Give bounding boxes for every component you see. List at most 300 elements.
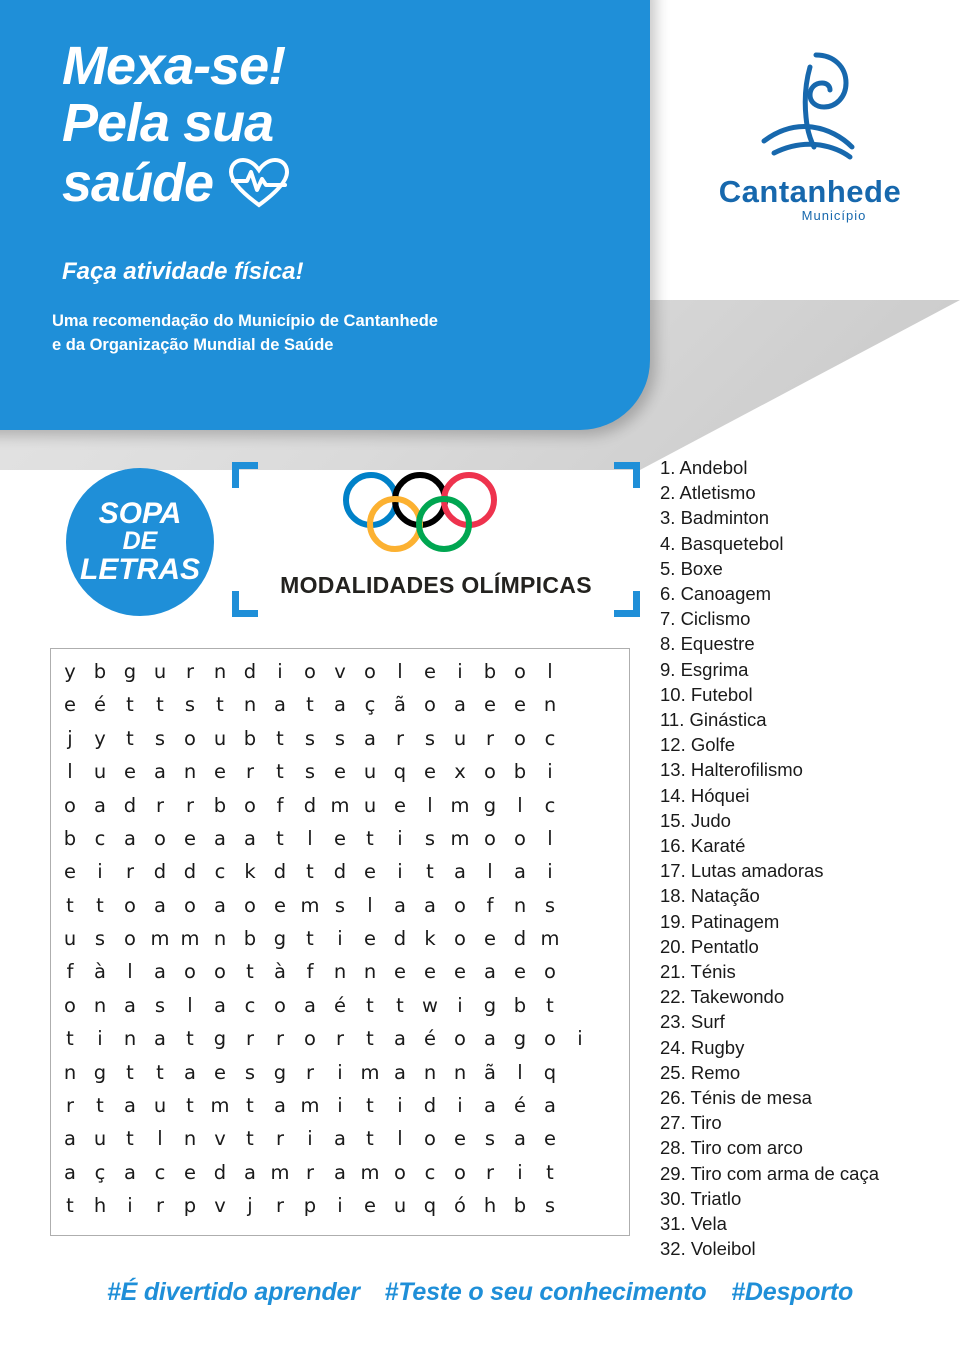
grid-cell[interactable]: a <box>424 893 436 917</box>
grid-cell[interactable]: o <box>124 927 136 951</box>
grid-cell[interactable]: m <box>540 927 560 951</box>
grid-cell[interactable]: o <box>64 793 76 817</box>
grid-cell[interactable]: t <box>366 1094 374 1118</box>
grid-cell[interactable]: e <box>454 1127 466 1151</box>
grid-cell[interactable]: n <box>63 1060 77 1084</box>
grid-cell[interactable]: a <box>214 893 226 917</box>
grid-cell[interactable]: r <box>275 1127 285 1151</box>
grid-cell[interactable]: n <box>213 927 227 951</box>
grid-cell[interactable]: q <box>423 1194 437 1218</box>
grid-cell[interactable]: a <box>154 1027 166 1051</box>
grid-cell[interactable]: n <box>423 1060 437 1084</box>
grid-cell[interactable] <box>565 855 595 888</box>
grid-cell[interactable]: a <box>124 826 136 850</box>
grid-cell[interactable]: a <box>124 993 136 1017</box>
grid-cell[interactable]: t <box>366 1027 374 1051</box>
grid-cell[interactable] <box>565 1056 595 1089</box>
grid-cell[interactable]: a <box>484 960 496 984</box>
grid-cell[interactable]: c <box>544 726 556 750</box>
grid-cell[interactable]: t <box>96 893 104 917</box>
grid-cell[interactable]: o <box>424 693 436 717</box>
grid-cell[interactable]: e <box>424 960 436 984</box>
grid-cell[interactable]: ã <box>484 1060 496 1084</box>
grid-cell[interactable]: o <box>244 893 256 917</box>
grid-cell[interactable]: t <box>396 993 404 1017</box>
grid-cells[interactable] <box>55 655 625 1229</box>
grid-cell[interactable]: m <box>210 1094 230 1118</box>
grid-cell[interactable]: t <box>126 1127 134 1151</box>
grid-cell[interactable]: p <box>303 1194 317 1218</box>
grid-cell[interactable]: u <box>363 793 377 817</box>
grid-cell[interactable]: ç <box>94 1160 106 1184</box>
grid-cell[interactable]: k <box>424 927 436 951</box>
grid-cell[interactable]: é <box>514 1094 526 1118</box>
grid-cell[interactable] <box>595 1056 625 1089</box>
grid-cell[interactable]: j <box>67 726 73 750</box>
grid-cell[interactable]: a <box>454 860 466 884</box>
grid-cell[interactable] <box>595 1156 625 1189</box>
grid-cell[interactable]: c <box>94 826 106 850</box>
grid-cell[interactable]: h <box>93 1194 107 1218</box>
grid-cell[interactable]: g <box>483 993 497 1017</box>
grid-cell[interactable]: n <box>183 760 197 784</box>
grid-cell[interactable]: q <box>543 1060 557 1084</box>
grid-cell[interactable]: i <box>337 1194 343 1218</box>
grid-cell[interactable]: n <box>93 993 107 1017</box>
grid-cell[interactable]: r <box>485 1160 495 1184</box>
grid-cell[interactable]: n <box>333 960 347 984</box>
grid-cell[interactable]: i <box>457 993 463 1017</box>
grid-cell[interactable] <box>565 755 595 788</box>
grid-cell[interactable]: t <box>306 693 314 717</box>
grid-cell[interactable]: l <box>427 793 433 817</box>
grid-cell[interactable]: e <box>514 960 526 984</box>
grid-cell[interactable]: s <box>304 760 316 784</box>
grid-cell[interactable]: o <box>154 826 166 850</box>
grid-cell[interactable]: b <box>483 659 497 683</box>
grid-cell[interactable]: e <box>394 960 406 984</box>
word-search-grid[interactable] <box>50 648 630 1236</box>
grid-cell[interactable]: s <box>424 726 436 750</box>
grid-cell[interactable]: o <box>454 1027 466 1051</box>
grid-cell[interactable]: m <box>150 927 170 951</box>
grid-cell[interactable]: l <box>367 893 373 917</box>
grid-cell[interactable]: ã <box>394 693 406 717</box>
grid-cell[interactable]: n <box>543 693 557 717</box>
grid-cell[interactable]: e <box>184 826 196 850</box>
grid-cell[interactable]: m <box>270 1160 290 1184</box>
grid-cell[interactable]: a <box>394 1027 406 1051</box>
grid-cell[interactable]: i <box>397 826 403 850</box>
grid-cell[interactable]: l <box>517 793 523 817</box>
grid-cell[interactable]: e <box>214 1060 226 1084</box>
grid-cell[interactable]: é <box>334 993 346 1017</box>
grid-cell[interactable]: s <box>154 993 166 1017</box>
grid-cell[interactable]: c <box>544 793 556 817</box>
grid-cell[interactable]: l <box>187 993 193 1017</box>
grid-cell[interactable]: l <box>157 1127 163 1151</box>
grid-cell[interactable]: t <box>366 826 374 850</box>
grid-cell[interactable] <box>595 855 625 888</box>
grid-cell[interactable]: e <box>424 659 436 683</box>
grid-cell[interactable]: o <box>124 893 136 917</box>
grid-cell[interactable]: n <box>213 659 227 683</box>
grid-cell[interactable]: o <box>394 1160 406 1184</box>
grid-cell[interactable]: e <box>544 1127 556 1151</box>
grid-cell[interactable]: g <box>513 1027 527 1051</box>
grid-cell[interactable]: i <box>397 1094 403 1118</box>
grid-cell[interactable]: h <box>483 1194 497 1218</box>
grid-cell[interactable] <box>595 889 625 922</box>
grid-cell[interactable]: b <box>513 760 527 784</box>
grid-cell[interactable]: d <box>273 860 287 884</box>
grid-cell[interactable]: m <box>300 893 320 917</box>
grid-cell[interactable]: n <box>183 1127 197 1151</box>
grid-cell[interactable]: o <box>274 993 286 1017</box>
grid-cell[interactable]: e <box>424 760 436 784</box>
grid-cell[interactable]: x <box>454 760 466 784</box>
grid-cell[interactable]: t <box>306 860 314 884</box>
grid-cell[interactable]: o <box>514 659 526 683</box>
grid-cell[interactable]: o <box>304 659 316 683</box>
grid-cell[interactable]: m <box>360 1160 380 1184</box>
grid-cell[interactable]: t <box>186 1094 194 1118</box>
grid-cell[interactable]: a <box>394 1060 406 1084</box>
grid-cell[interactable]: m <box>300 1094 320 1118</box>
grid-cell[interactable]: r <box>305 1160 315 1184</box>
grid-cell[interactable]: l <box>547 659 553 683</box>
grid-cell[interactable]: t <box>96 1094 104 1118</box>
grid-cell[interactable]: g <box>123 659 137 683</box>
grid-cell[interactable]: m <box>450 793 470 817</box>
grid-cell[interactable]: k <box>244 860 256 884</box>
grid-cell[interactable]: r <box>395 726 405 750</box>
grid-cell[interactable]: d <box>513 927 527 951</box>
grid-cell[interactable]: d <box>153 860 167 884</box>
grid-cell[interactable]: o <box>544 1027 556 1051</box>
grid-cell[interactable]: l <box>487 860 493 884</box>
grid-cell[interactable]: t <box>246 1127 254 1151</box>
grid-cell[interactable]: d <box>333 860 347 884</box>
grid-cell[interactable]: e <box>334 760 346 784</box>
grid-cell[interactable]: e <box>184 1160 196 1184</box>
grid-cell[interactable]: b <box>243 927 257 951</box>
grid-cell[interactable]: i <box>547 860 553 884</box>
grid-cell[interactable]: a <box>394 893 406 917</box>
grid-cell[interactable]: r <box>335 1027 345 1051</box>
grid-cell[interactable]: i <box>337 927 343 951</box>
grid-cell[interactable]: t <box>276 826 284 850</box>
grid-cell[interactable]: r <box>65 1094 75 1118</box>
grid-cell[interactable]: t <box>276 726 284 750</box>
grid-cell[interactable]: o <box>184 726 196 750</box>
grid-cell[interactable]: t <box>156 1060 164 1084</box>
grid-cell[interactable]: m <box>360 1060 380 1084</box>
grid-cell[interactable] <box>595 922 625 955</box>
grid-cell[interactable]: m <box>180 927 200 951</box>
grid-cell[interactable]: s <box>184 693 196 717</box>
grid-cell[interactable]: u <box>153 659 167 683</box>
grid-cell[interactable]: d <box>213 1160 227 1184</box>
grid-cell[interactable]: à <box>274 960 286 984</box>
grid-cell[interactable]: s <box>154 726 166 750</box>
grid-cell[interactable]: j <box>247 1194 253 1218</box>
grid-cell[interactable]: o <box>454 1160 466 1184</box>
grid-cell[interactable] <box>565 655 595 688</box>
grid-cell[interactable] <box>565 889 595 922</box>
grid-cell[interactable]: a <box>94 793 106 817</box>
grid-cell[interactable]: r <box>275 1027 285 1051</box>
grid-cell[interactable]: i <box>457 1094 463 1118</box>
grid-cell[interactable]: o <box>214 960 226 984</box>
grid-cell[interactable]: o <box>454 893 466 917</box>
grid-cell[interactable]: i <box>337 1060 343 1084</box>
grid-cell[interactable]: e <box>484 693 496 717</box>
grid-cell[interactable]: a <box>184 1060 196 1084</box>
grid-cell[interactable]: u <box>393 1194 407 1218</box>
grid-cell[interactable]: b <box>93 659 107 683</box>
grid-cell[interactable] <box>565 989 595 1022</box>
grid-cell[interactable]: t <box>276 760 284 784</box>
grid-cell[interactable] <box>565 822 595 855</box>
grid-cell[interactable]: o <box>424 1127 436 1151</box>
grid-cell[interactable] <box>595 789 625 822</box>
grid-cell[interactable]: d <box>393 927 407 951</box>
grid-cell[interactable]: r <box>305 1060 315 1084</box>
grid-cell[interactable]: i <box>337 1094 343 1118</box>
grid-cell[interactable]: l <box>307 826 313 850</box>
grid-cell[interactable]: a <box>334 1127 346 1151</box>
grid-cell[interactable] <box>565 722 595 755</box>
grid-cell[interactable]: e <box>484 927 496 951</box>
grid-cell[interactable]: t <box>66 1027 74 1051</box>
grid-cell[interactable]: n <box>453 1060 467 1084</box>
grid-cell[interactable]: o <box>484 826 496 850</box>
grid-cell[interactable]: e <box>364 927 376 951</box>
grid-cell[interactable]: a <box>64 1127 76 1151</box>
grid-cell[interactable]: r <box>125 860 135 884</box>
grid-cell[interactable]: u <box>213 726 227 750</box>
grid-cell[interactable]: o <box>514 726 526 750</box>
grid-cell[interactable]: e <box>274 893 286 917</box>
grid-cell[interactable]: o <box>184 960 196 984</box>
grid-cell[interactable]: i <box>397 860 403 884</box>
grid-cell[interactable]: f <box>66 960 74 984</box>
grid-cell[interactable] <box>595 655 625 688</box>
grid-cell[interactable]: r <box>155 793 165 817</box>
grid-cell[interactable]: e <box>214 760 226 784</box>
grid-cell[interactable]: s <box>544 1194 556 1218</box>
grid-cell[interactable] <box>595 1189 625 1222</box>
grid-cell[interactable]: r <box>155 1194 165 1218</box>
grid-cell[interactable]: é <box>424 1027 436 1051</box>
grid-cell[interactable]: e <box>394 793 406 817</box>
grid-cell[interactable]: d <box>243 659 257 683</box>
grid-cell[interactable]: t <box>186 1027 194 1051</box>
grid-cell[interactable]: l <box>517 1060 523 1084</box>
grid-cell[interactable]: p <box>183 1194 197 1218</box>
grid-cell[interactable] <box>595 822 625 855</box>
grid-cell[interactable]: a <box>334 693 346 717</box>
grid-cell[interactable]: a <box>274 693 286 717</box>
grid-cell[interactable]: a <box>304 993 316 1017</box>
grid-cell[interactable]: b <box>513 993 527 1017</box>
grid-cell[interactable]: a <box>484 1027 496 1051</box>
grid-cell[interactable] <box>595 1022 625 1055</box>
grid-cell[interactable]: g <box>93 1060 107 1084</box>
grid-cell[interactable]: t <box>216 693 224 717</box>
grid-cell[interactable] <box>595 989 625 1022</box>
grid-cell[interactable]: l <box>397 1127 403 1151</box>
grid-cell[interactable]: s <box>334 726 346 750</box>
grid-cell[interactable]: e <box>334 826 346 850</box>
grid-cell[interactable]: t <box>546 1160 554 1184</box>
grid-cell[interactable]: l <box>127 960 133 984</box>
grid-cell[interactable]: a <box>334 1160 346 1184</box>
grid-cell[interactable]: t <box>426 860 434 884</box>
grid-cell[interactable]: t <box>156 693 164 717</box>
grid-cell[interactable]: c <box>214 860 226 884</box>
grid-cell[interactable]: l <box>547 826 553 850</box>
grid-cell[interactable]: a <box>544 1094 556 1118</box>
grid-cell[interactable]: a <box>514 860 526 884</box>
grid-cell[interactable]: a <box>484 1094 496 1118</box>
grid-cell[interactable]: a <box>124 1160 136 1184</box>
grid-cell[interactable]: u <box>153 1094 167 1118</box>
grid-cell[interactable] <box>595 1089 625 1122</box>
grid-cell[interactable]: é <box>94 693 106 717</box>
grid-cell[interactable]: g <box>273 927 287 951</box>
grid-cell[interactable]: s <box>484 1127 496 1151</box>
grid-cell[interactable]: o <box>484 760 496 784</box>
grid-cell[interactable]: s <box>424 826 436 850</box>
grid-cell[interactable]: c <box>244 993 256 1017</box>
grid-cell[interactable]: o <box>184 893 196 917</box>
grid-cell[interactable]: b <box>513 1194 527 1218</box>
grid-cell[interactable]: b <box>63 826 77 850</box>
grid-cell[interactable]: m <box>330 793 350 817</box>
grid-cell[interactable]: r <box>485 726 495 750</box>
grid-cell[interactable]: s <box>334 893 346 917</box>
grid-cell[interactable]: i <box>307 1127 313 1151</box>
grid-cell[interactable]: s <box>94 927 106 951</box>
grid-cell[interactable]: a <box>214 993 226 1017</box>
grid-cell[interactable]: u <box>93 1127 107 1151</box>
grid-cell[interactable]: e <box>364 1194 376 1218</box>
grid-cell[interactable]: t <box>366 993 374 1017</box>
grid-cell[interactable]: g <box>273 1060 287 1084</box>
grid-cell[interactable]: a <box>124 1094 136 1118</box>
grid-cell[interactable]: b <box>213 793 227 817</box>
grid-cell[interactable]: r <box>245 1027 255 1051</box>
grid-cell[interactable] <box>595 956 625 989</box>
grid-cell[interactable]: n <box>513 893 527 917</box>
grid-cell[interactable]: l <box>397 659 403 683</box>
grid-cell[interactable]: à <box>94 960 106 984</box>
grid-cell[interactable]: d <box>183 860 197 884</box>
grid-cell[interactable]: s <box>544 893 556 917</box>
grid-cell[interactable]: a <box>154 960 166 984</box>
grid-cell[interactable]: o <box>304 1027 316 1051</box>
grid-cell[interactable]: a <box>364 726 376 750</box>
grid-cell[interactable]: g <box>213 1027 227 1051</box>
grid-cell[interactable]: i <box>517 1160 523 1184</box>
grid-cell[interactable]: d <box>423 1094 437 1118</box>
grid-cell[interactable]: t <box>126 726 134 750</box>
grid-cell[interactable] <box>595 688 625 721</box>
grid-cell[interactable]: u <box>63 927 77 951</box>
grid-cell[interactable]: c <box>154 1160 166 1184</box>
grid-cell[interactable]: i <box>97 860 103 884</box>
grid-cell[interactable]: o <box>454 927 466 951</box>
grid-cell[interactable]: v <box>214 1194 226 1218</box>
grid-cell[interactable]: s <box>304 726 316 750</box>
grid-cell[interactable]: a <box>154 760 166 784</box>
grid-cell[interactable]: e <box>124 760 136 784</box>
grid-cell[interactable]: v <box>334 659 346 683</box>
grid-cell[interactable]: u <box>453 726 467 750</box>
grid-cell[interactable]: w <box>422 993 438 1017</box>
grid-cell[interactable] <box>595 755 625 788</box>
grid-cell[interactable]: g <box>483 793 497 817</box>
grid-cell[interactable]: m <box>450 826 470 850</box>
grid-cell[interactable]: a <box>214 826 226 850</box>
grid-cell[interactable]: u <box>93 760 107 784</box>
grid-cell[interactable]: o <box>544 960 556 984</box>
grid-cell[interactable]: e <box>364 860 376 884</box>
grid-cell[interactable] <box>565 956 595 989</box>
grid-cell[interactable]: n <box>123 1027 137 1051</box>
grid-cell[interactable]: d <box>303 793 317 817</box>
grid-cell[interactable] <box>565 688 595 721</box>
grid-cell[interactable]: b <box>243 726 257 750</box>
grid-cell[interactable]: a <box>244 826 256 850</box>
grid-cell[interactable]: ç <box>364 693 376 717</box>
grid-cell[interactable]: t <box>126 693 134 717</box>
grid-cell[interactable]: i <box>577 1027 583 1051</box>
grid-cell[interactable]: y <box>94 726 106 750</box>
grid-cell[interactable]: r <box>185 659 195 683</box>
grid-cell[interactable]: i <box>457 659 463 683</box>
grid-cell[interactable]: r <box>245 760 255 784</box>
grid-cell[interactable]: v <box>214 1127 226 1151</box>
grid-cell[interactable]: e <box>514 693 526 717</box>
grid-cell[interactable]: o <box>244 793 256 817</box>
grid-cell[interactable]: t <box>366 1127 374 1151</box>
grid-cell[interactable]: e <box>64 860 76 884</box>
grid-cell[interactable]: r <box>275 1194 285 1218</box>
grid-cell[interactable] <box>595 1122 625 1155</box>
grid-cell[interactable]: ó <box>454 1194 466 1218</box>
grid-cell[interactable]: t <box>66 893 74 917</box>
grid-cell[interactable]: l <box>67 760 73 784</box>
grid-cell[interactable] <box>565 1122 595 1155</box>
grid-cell[interactable]: n <box>243 693 257 717</box>
grid-cell[interactable]: e <box>64 693 76 717</box>
grid-cell[interactable]: o <box>514 826 526 850</box>
grid-cell[interactable]: f <box>306 960 314 984</box>
grid-cell[interactable]: i <box>97 1027 103 1051</box>
grid-cell[interactable]: c <box>424 1160 436 1184</box>
grid-cell[interactable]: u <box>363 760 377 784</box>
grid-cell[interactable]: t <box>306 927 314 951</box>
grid-cell[interactable] <box>565 1156 595 1189</box>
grid-cell[interactable]: a <box>244 1160 256 1184</box>
grid-cell[interactable] <box>565 922 595 955</box>
grid-cell[interactable] <box>595 722 625 755</box>
grid-cell[interactable]: i <box>127 1194 133 1218</box>
grid-cell[interactable]: t <box>246 1094 254 1118</box>
